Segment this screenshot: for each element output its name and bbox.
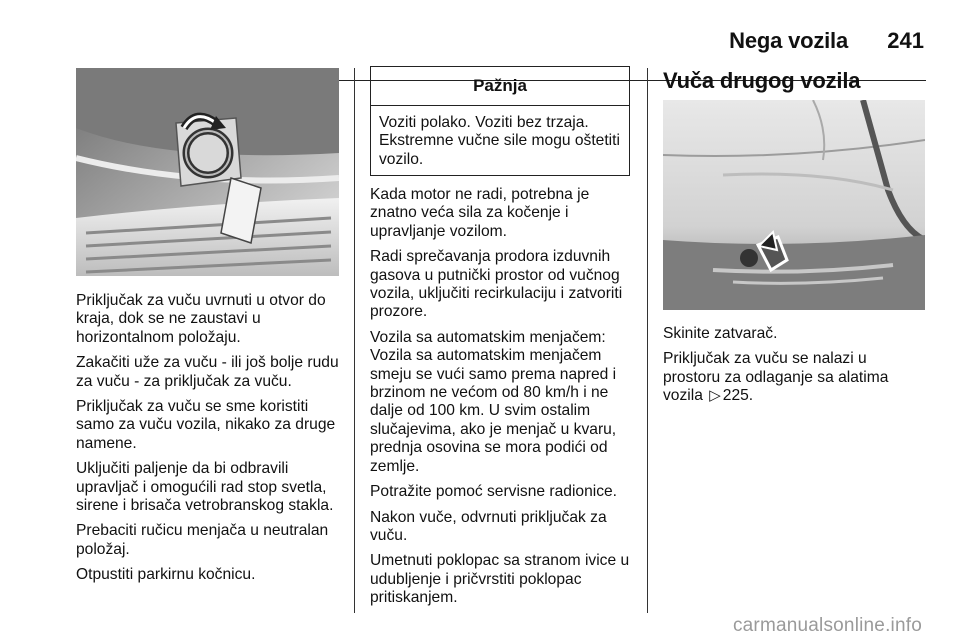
paragraph-text: Priključak za vuču se nalazi u prostoru za odlaganje sa alatima vozila [663,350,889,405]
chapter-title: Nega vozila [729,28,848,53]
paragraph: Skinite zatvarač. [663,325,778,342]
paragraph: Kada motor ne radi, potrebna je znatno veća sila za kočenje i upravljanje vozilom. [370,186,590,240]
paragraph: Uključiti paljenje da bi odbravili upravljač i omogućili rad stop svetla, sirene i brisača vetrobranskog stakla. [76,460,334,515]
paragraph: Otpustiti parkirnu kočnicu. [76,566,256,584]
page-number: 241 [887,28,924,53]
paragraph: Umetnuti poklopac sa stranom ivice u udubljenje i pričvrstiti poklopac pritiskanjem. [370,552,630,607]
watermark: carmanualsonline.info [732,615,922,636]
paragraph: Zakačiti uže za vuču - ili još bolje rudu za vuču - za priključak za vuču. [76,354,339,390]
paragraph: Prebaciti ručicu menjača u neutralan položaj. [76,522,329,558]
paragraph: Vozila sa automatskim menjačem: Vozila sa automatskim menjačem smeju se vući samo prema napred i brzinom ne većom od 80 km/h i ne dalje od 100 km. U svim ostalim slučajevima, ako je menjač u kvaru, prednja osovina se mora podići od zemlje. [370,328,617,475]
section-title: Vuča drugog vozila [663,68,861,93]
paragraph: Potražite pomoć servisne radionice. [370,483,618,501]
page-reference-icon: ▷ [709,387,721,405]
page-header [0,28,960,58]
column-right-text [663,325,925,413]
page-reference-link[interactable]: 225. [722,387,754,405]
rear-towing-point-photo [663,100,925,310]
column-divider-left [354,68,355,613]
caution-note-box [370,66,630,176]
paragraph: Priključak za vuču se sme koristiti samo za vuču vozila, nikako za druge namene. [76,398,336,452]
paragraph: Priključak za vuču uvrnuti u otvor do kraja, dok se ne zaustavi u horizontalnom položaju. [76,292,326,346]
note-body: Voziti polako. Voziti bez trzaja. Ekstremne vučne sile mogu oštetiti vozilo. [379,114,620,168]
paragraph: Nakon vuče, odvrnuti priključak za vuču. [370,508,607,544]
note-title: Pažnja [371,67,629,106]
column-divider-right [647,68,648,613]
column-left-text [76,292,344,592]
column-middle-text [370,186,638,615]
towing-eye-front-photo [76,68,339,276]
paragraph: Radi sprečavanja prodora izduvnih gasova u putnički prostor od vučnog vozila, uključiti recirkulaciju i zatvoriti prozore. [370,248,623,321]
paragraph-with-reference [663,350,925,405]
